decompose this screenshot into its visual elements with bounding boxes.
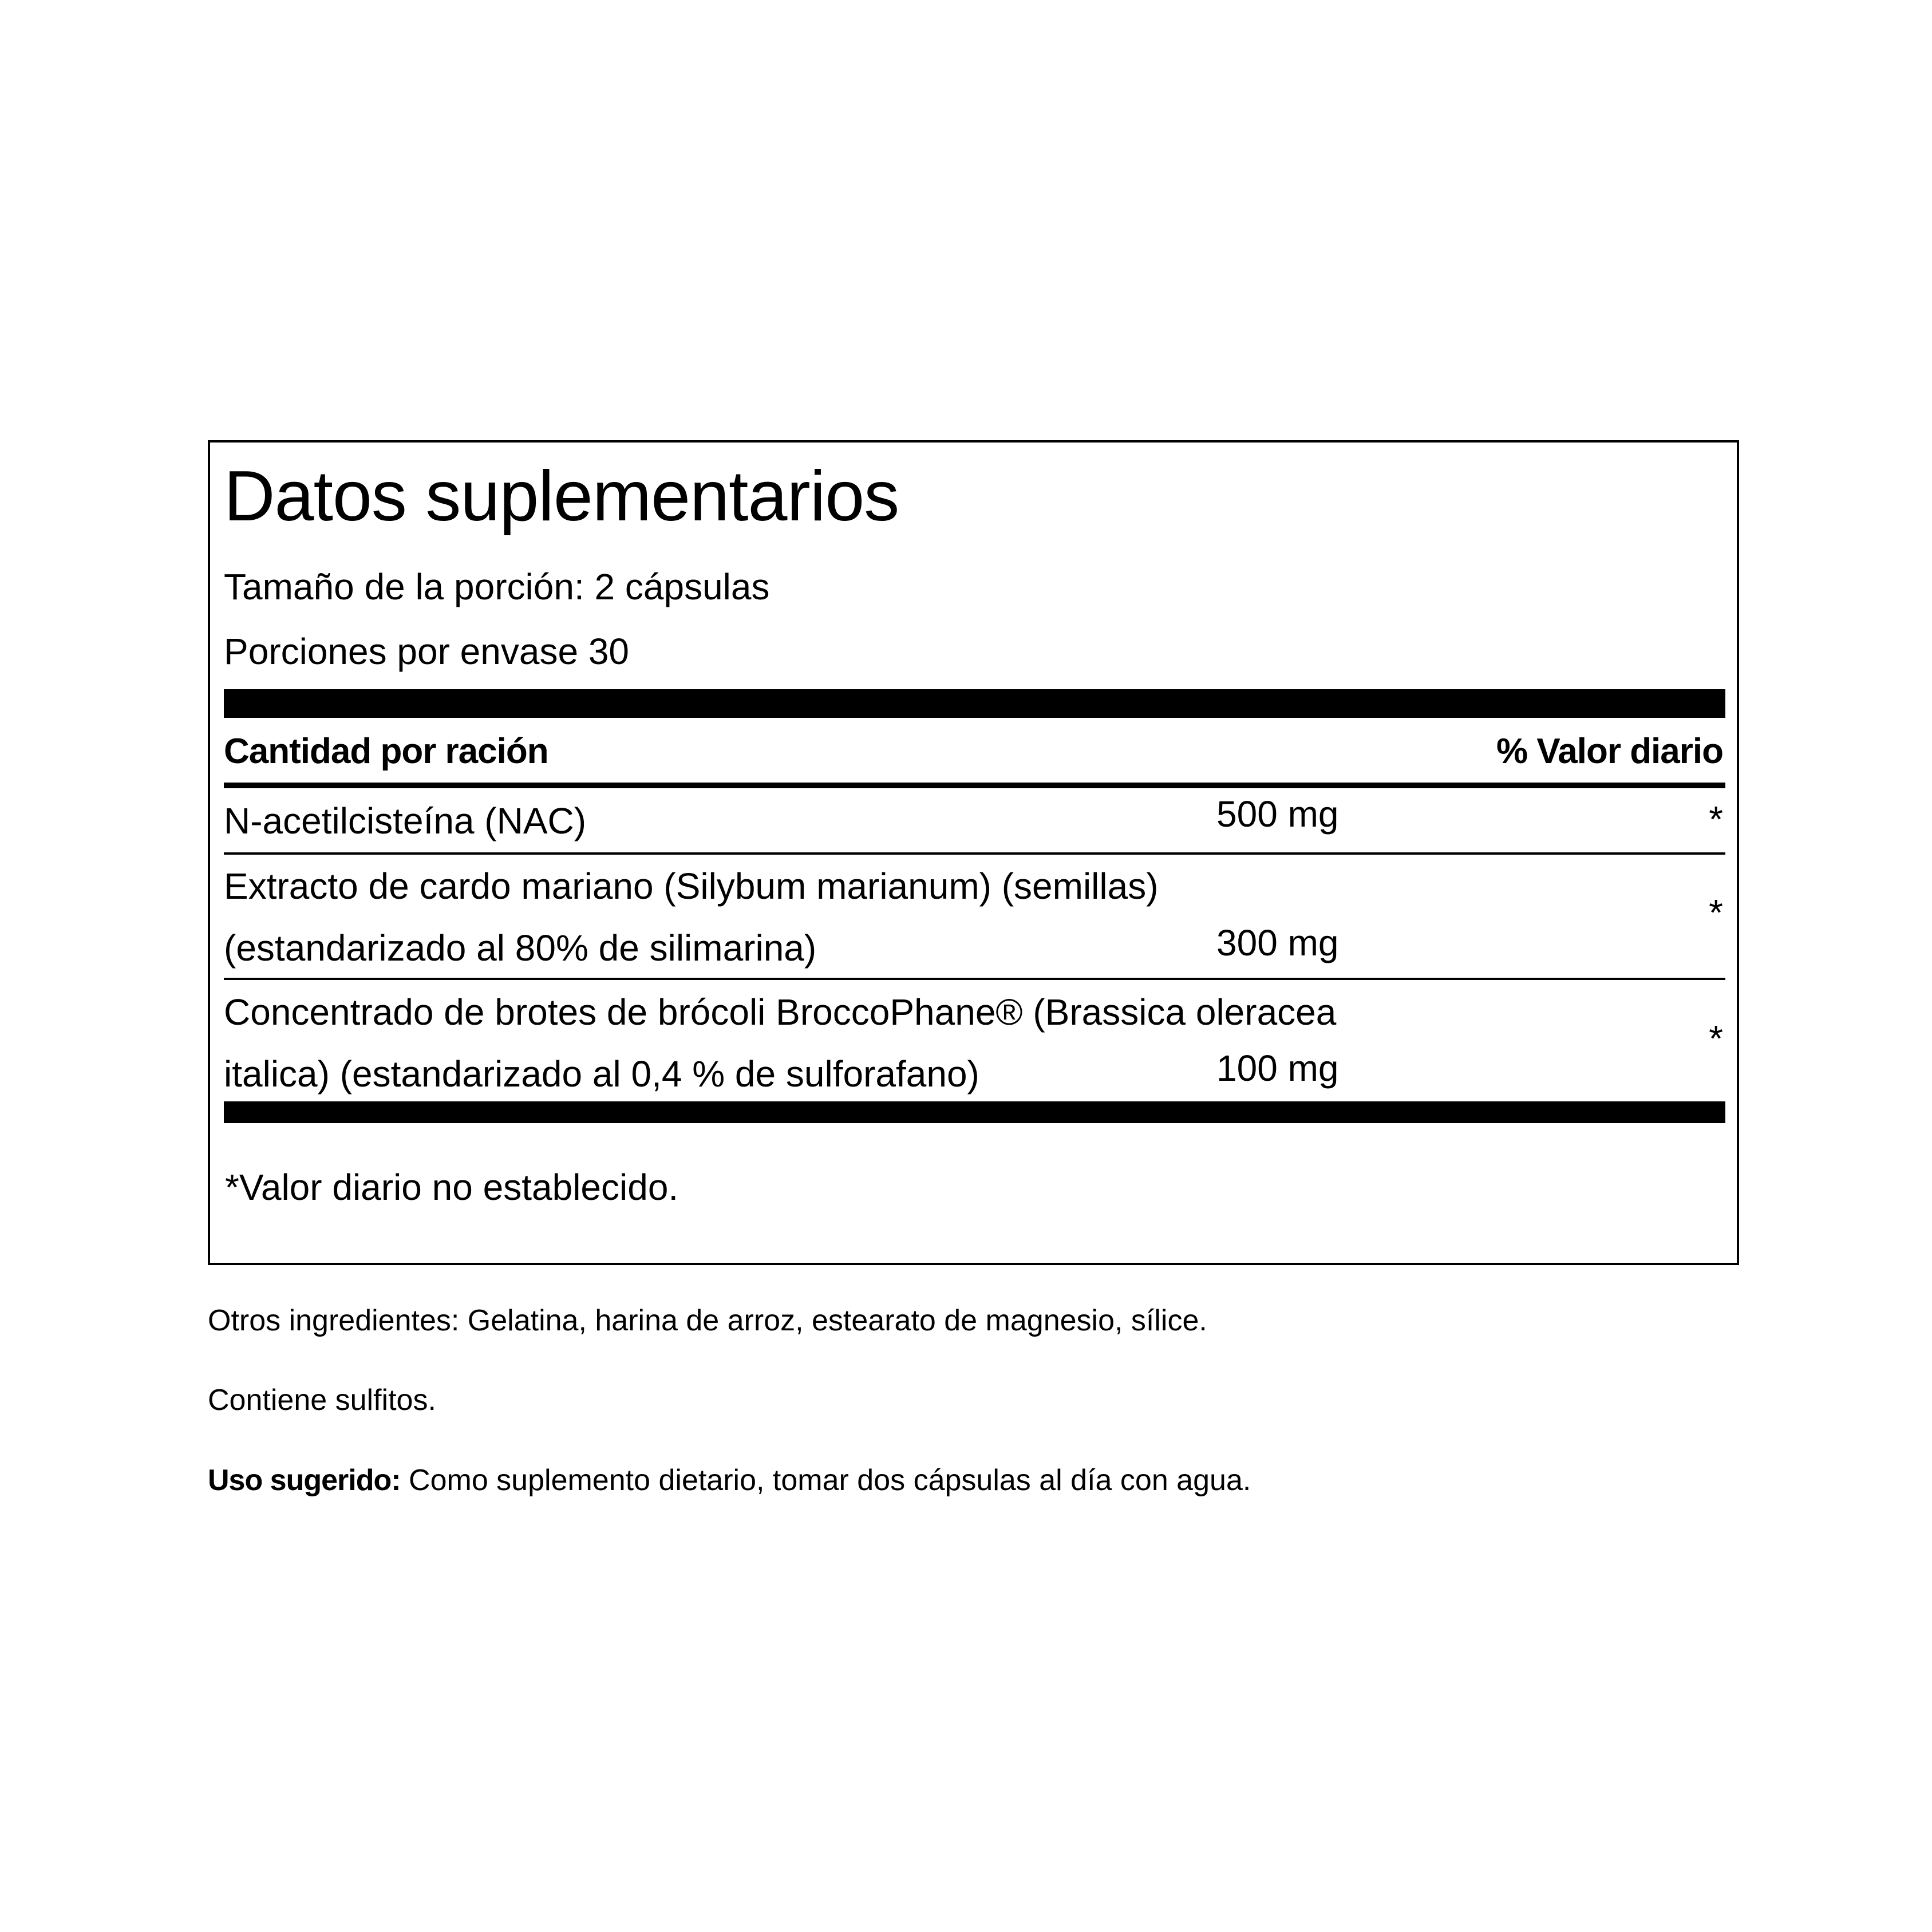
supplement-facts-panel xyxy=(208,440,1739,1265)
suggested-use-label: Uso sugerido: xyxy=(208,1464,401,1497)
header-amount-per-serving: Cantidad por ración xyxy=(224,732,548,771)
suggested-use-text: Como suplemento dietario, tomar dos cápsulas al día con agua. xyxy=(400,1464,1251,1497)
panel-title: Datos suplementarios xyxy=(224,457,899,536)
row-divider xyxy=(224,852,1725,855)
daily-value-footnote: *Valor diario no establecido. xyxy=(225,1167,679,1208)
thick-divider-bottom xyxy=(224,1101,1725,1123)
ingredient-amount-nac: 500 mg xyxy=(1216,793,1339,835)
serving-size: Tamaño de la porción: 2 cápsulas xyxy=(224,566,770,607)
ingredient-amount-broccoli: 100 mg xyxy=(1216,1048,1339,1089)
header-daily-value: % Valor diario xyxy=(1496,732,1723,771)
ingredient-name-broccoli-line2: italica) (estandarizado al 0,4 % de sulforafano) xyxy=(224,1053,979,1095)
servings-per-container: Porciones por envase 30 xyxy=(224,631,629,672)
ingredient-name-nac: N-acetilcisteína (NAC) xyxy=(224,800,587,841)
row-divider xyxy=(224,978,1725,980)
ingredient-name-milk-thistle-line1: Extracto de cardo mariano (Silybum marianum) (semillas) xyxy=(224,866,1159,907)
header-divider xyxy=(224,783,1725,788)
ingredient-dv-milk-thistle: * xyxy=(1709,892,1723,933)
other-ingredients: Otros ingredientes: Gelatina, harina de arroz, estearato de magnesio, sílice. xyxy=(208,1304,1207,1337)
ingredient-name-milk-thistle-line2: (estandarizado al 80% de silimarina) xyxy=(224,927,817,969)
contains-sulfites: Contiene sulfitos. xyxy=(208,1384,436,1417)
suggested-use xyxy=(208,1463,1251,1498)
ingredient-amount-milk-thistle: 300 mg xyxy=(1216,922,1339,963)
ingredient-name-broccoli-line1: Concentrado de brotes de brócoli BroccoPhane® (Brassica oleracea xyxy=(224,991,1337,1033)
ingredient-dv-nac: * xyxy=(1709,799,1723,840)
thick-divider-top xyxy=(224,689,1725,718)
ingredient-dv-broccoli: * xyxy=(1709,1018,1723,1059)
